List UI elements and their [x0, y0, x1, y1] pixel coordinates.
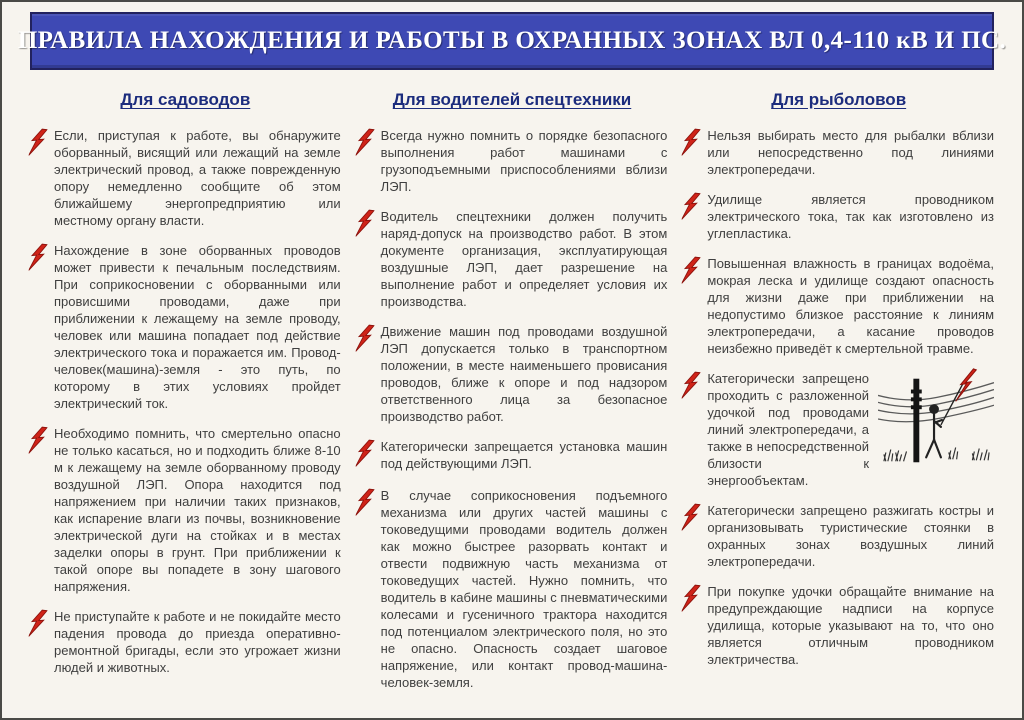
lightning-bolt-icon [357, 323, 374, 425]
rule-item [357, 323, 668, 425]
rule-text: Не приступайте к работе и не покидайте место падения провода до приезда оперативно-ремонтной бригады, если это угрожает жизни людей и животных. [54, 609, 341, 675]
poster-title: ПРАВИЛА НАХОЖДЕНИЯ И РАБОТЫ В ОХРАННЫХ ЗОНАХ ВЛ 0,4-110 кВ И ПС. [17, 27, 1007, 54]
rule-text: Категорически запрещается установка машин под действующими ЛЭП. [380, 439, 668, 471]
rule-item [357, 208, 668, 310]
rule-item [683, 255, 994, 357]
rule-text: При покупке удочки обращайте внимание на предупреждающие надписи на корпусе удилища, которые указывают на то, что оно является отличным проводником электричества. [707, 584, 995, 667]
power-line-electrocution-illustration [878, 368, 994, 472]
rule-item [30, 608, 341, 676]
lightning-bolt-icon [683, 370, 700, 489]
rule-text: Удилище является проводником электрического тока, так как изготовлено из углепластика. [707, 192, 995, 241]
lightning-strike-icon [956, 369, 977, 401]
lightning-bolt-icon [683, 127, 700, 178]
rule-item-with-illustration [683, 370, 994, 489]
lightning-bolt-icon [30, 608, 47, 676]
rule-item [357, 438, 668, 474]
rule-text: Нахождение в зоне оборванных проводов может привести к печальным последствиям. При соприкосновении с оборванными или провисшими проводами, даже при приближении к лежащему на земле проводу, человек или машина попадает под действие электрического тока и поражается им. Провод-человек(машина)-земля - это путь, по которому в этих условиях пройдет электрический ток. [54, 243, 341, 411]
rule-item [683, 502, 994, 570]
lightning-bolt-icon [30, 425, 47, 595]
column-gardeners [30, 90, 341, 704]
rule-text: Категорически запрещено разжигать костры и организовывать туристические стоянки в охранных зонах воздушных линий электропередачи. [707, 503, 995, 569]
column-fishermen [683, 90, 994, 704]
rule-item [357, 487, 668, 691]
rule-item [30, 127, 341, 229]
lightning-bolt-icon [683, 583, 700, 668]
lightning-bolt-icon [357, 438, 374, 474]
lightning-bolt-icon [357, 487, 374, 691]
column-machinery-drivers-title: Для водителей спецтехники [392, 90, 632, 109]
grass-icon [884, 448, 989, 462]
rule-item [357, 127, 668, 195]
poster-title-banner [17, 12, 1007, 70]
lightning-bolt-icon [30, 127, 47, 229]
lightning-bolt-icon [357, 208, 374, 310]
rule-text: Водитель спецтехники должен получить наряд-допуск на производство работ. В этом документе организация, эксплуатирующая воздушные ЛЭП, дает разрешение на выполнение работ и определяет условия их производства. [380, 209, 668, 309]
lightning-bolt-icon [683, 502, 700, 570]
rule-text: Нельзя выбирать место для рыбалки вблизи или непосредственно под линиями электропередачи. [707, 128, 995, 177]
lightning-bolt-icon [683, 255, 700, 357]
lightning-bolt-icon [683, 191, 700, 242]
fisherman-stick-figure-icon [926, 381, 964, 458]
rule-text: Если, приступая к работе, вы обнаружите оборванный, висящий или лежащий на земле электрический провод, а также поврежденную опору немедленно сообщите об этом ближайшему энергопредприятию или местному органу власти. [54, 128, 341, 228]
rule-item [30, 242, 341, 412]
rule-text: Повышенная влажность в границах водоёма, мокрая леска и удилище создают опасность для жизни даже при приближении на недопустимо близкое расстояние к линиям электропередачи, а касание проводов неизбежно приведёт к смертельной травме. [707, 256, 995, 356]
rule-text: Всегда нужно помнить о порядке безопасного выполнения работ машинами с грузоподъемными приспособлениями вблизи ЛЭП. [380, 128, 668, 194]
poster-columns [2, 70, 1022, 704]
rule-text: Движение машин под проводами воздушной ЛЭП допускается только в транспортном положении, в месте наименьшего провисания проводов, ближе к опоре и под надзором ответственного лица за безопасное производство работ. [380, 324, 668, 424]
rule-item [30, 425, 341, 595]
power-wires-icon [878, 383, 994, 422]
rule-text: В случае соприкосновения подъемного механизма или других частей машины с токоведущими проводами водитель должен как можно быстрее разорвать контакт и отвести подвижную часть механизма от токоведущих частей. Нужно помнить, что водитель в кабине машины с пневматическими колесами и гусеничного трактора находится под потенциалом электрического поля, но это не опасно. Опасность создает шаговое напряжение, или контакт провод-машина-человек-земля. [380, 488, 668, 690]
lightning-bolt-icon [30, 242, 47, 412]
rule-item [683, 191, 994, 242]
column-fishermen-title: Для рыболовов [771, 90, 907, 109]
column-gardeners-title: Для садоводов [120, 90, 251, 109]
rule-item [683, 127, 994, 178]
rule-text: Категорически запрещено проходить с разложенной удочкой под проводами линий электропередачи, а также в непосредственной близости к энергообъектам. [707, 371, 870, 488]
lightning-bolt-icon [357, 127, 374, 195]
column-machinery-drivers [357, 90, 668, 704]
rule-text: Необходимо помнить, что смертельно опасно не только касаться, но и подходить ближе 8-10 м к лежащему на земле оборванному проводу воздушной ЛЭП. Опора находится под напряжением при наличии таких признаков, как испарение влаги из почвы, возникновение электрической дуги на стойках и в местах заделки опоры в грунт. При приближении к такой опоре вы попадете в зону шагового напряжения. [54, 426, 341, 594]
rule-item [683, 583, 994, 668]
